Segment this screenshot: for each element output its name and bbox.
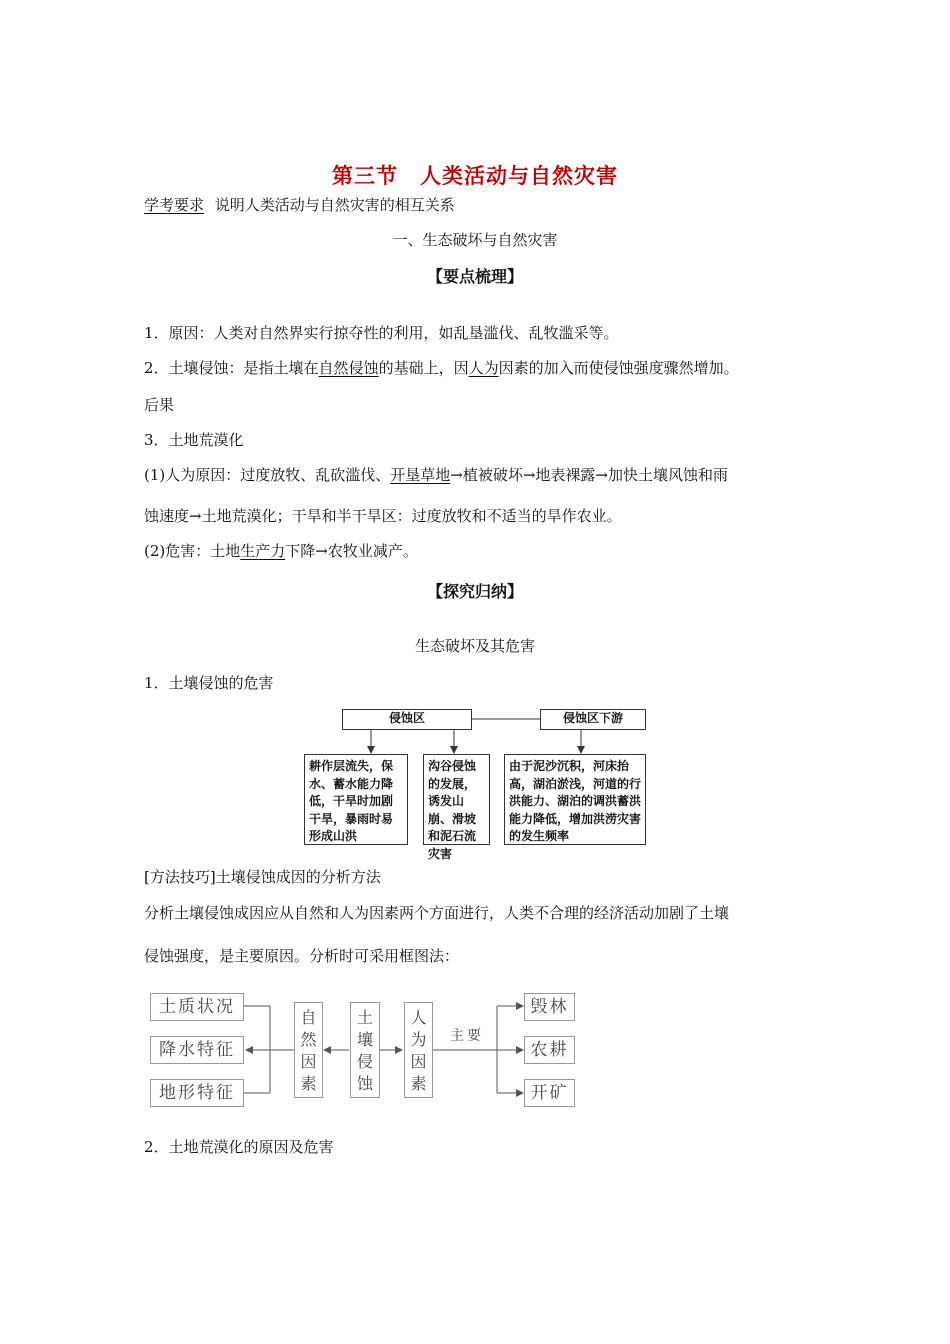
natural-char-2: 然 [300, 1030, 317, 1049]
human-mining: 开矿 [524, 1079, 575, 1107]
human-char-3: 因 [410, 1052, 427, 1071]
point-2-a: 2．土壤侵蚀：是指土壤在 [144, 359, 319, 377]
main-label: 主要 [450, 1028, 484, 1044]
natural-char-3: 因 [300, 1052, 317, 1071]
human-farming: 农耕 [524, 1036, 575, 1064]
key-points-heading: 【要点梳理】 [426, 267, 523, 286]
natural-char-4: 素 [300, 1074, 317, 1093]
header-erosion-zone: 侵蚀区 [342, 709, 472, 730]
point-2-c: 因素的加入而使侵蚀强度骤然增加。 [498, 359, 739, 377]
harm-box-topsoil: 耕作层流失，保水、蓄水能力降低，干旱时加剧干旱，暴雨时易形成山洪 [304, 754, 408, 845]
point-3-2-a: (2)危害：土地 [144, 542, 241, 560]
center-char-1: 土 [356, 1008, 373, 1027]
explore-subtitle: 生态破坏及其危害 [414, 637, 535, 655]
human-factors-box [404, 1002, 433, 1098]
center-char-4: 蚀 [356, 1074, 373, 1093]
point-1: 1．原因：人类对自然界实行掠夺性的利用，如乱垦滥伐、乱牧滥采等。 [144, 324, 619, 342]
human-char-2: 为 [410, 1030, 427, 1049]
factor-precipitation: 降水特征 [150, 1036, 244, 1064]
method-title: [方法技巧]土壤侵蚀成因的分析方法 [144, 868, 381, 886]
point-3-1-reclaim: 开垦草地 [390, 466, 451, 484]
consequence-label: 后果 [144, 396, 175, 414]
point-3-1-a: (1)人为原因：过度放牧、乱砍滥伐、 [144, 466, 391, 484]
method-text-2: 侵蚀强度，是主要原因。分析时可采用框图法： [144, 947, 460, 965]
factor-soil-quality: 土质状况 [150, 993, 244, 1021]
harm-box-downstream: 由于泥沙沉积，河床抬高，湖泊淤浅，河道的行洪能力、湖泊的调洪蓄洪能力降低，增加洪涝灾害的发生频率 [504, 754, 646, 845]
explore-heading: 【探究归纳】 [426, 582, 523, 601]
point-3-1-b: →植被破坏→地表裸露→加快土壤风蚀和雨 [450, 466, 728, 484]
harm-box-gully: 沟谷侵蚀的发展，诱发山崩、滑坡和泥石流灾害 [423, 754, 490, 845]
requirement-label: 学考要求 [144, 196, 205, 214]
human-deforestation: 毁林 [524, 993, 575, 1021]
center-char-3: 侵 [356, 1052, 373, 1071]
soil-erosion-box [350, 1002, 380, 1098]
erosion-harm-title: 1．土壤侵蚀的危害 [144, 674, 274, 692]
page-title: 第三节 人类活动与自然灾害 [332, 164, 618, 188]
method-text-1: 分析土壤侵蚀成因应从自然和人为因素两个方面进行，人类不合理的经济活动加剧了土壤 [144, 904, 730, 922]
point-3-2-productivity: 生产力 [240, 542, 286, 560]
requirement-text: 说明人类活动与自然灾害的相互关系 [214, 196, 455, 214]
natural-char-1: 自 [300, 1008, 317, 1027]
point-3-2-b: 下降→农牧业减产。 [285, 542, 418, 560]
point-3-1-continued: 蚀速度→土地荒漠化；干旱和半干旱区：过度放牧和不适当的旱作农业。 [144, 507, 622, 525]
header-downstream: 侵蚀区下游 [540, 709, 646, 730]
human-char-4: 素 [410, 1074, 427, 1093]
point-3-title: 3．土地荒漠化 [144, 431, 244, 449]
center-char-2: 壤 [356, 1030, 373, 1049]
section-heading: 一、生态破坏与自然灾害 [392, 231, 558, 249]
point-2-b: 的基础上，因 [378, 359, 469, 377]
factor-terrain: 地形特征 [150, 1079, 244, 1107]
point-2-natural-erosion: 自然侵蚀 [318, 359, 379, 377]
desertification-title: 2．土地荒漠化的原因及危害 [144, 1138, 334, 1156]
natural-factors-box [294, 1002, 323, 1098]
human-char-1: 人 [410, 1008, 427, 1027]
point-2-human: 人为 [468, 359, 499, 377]
